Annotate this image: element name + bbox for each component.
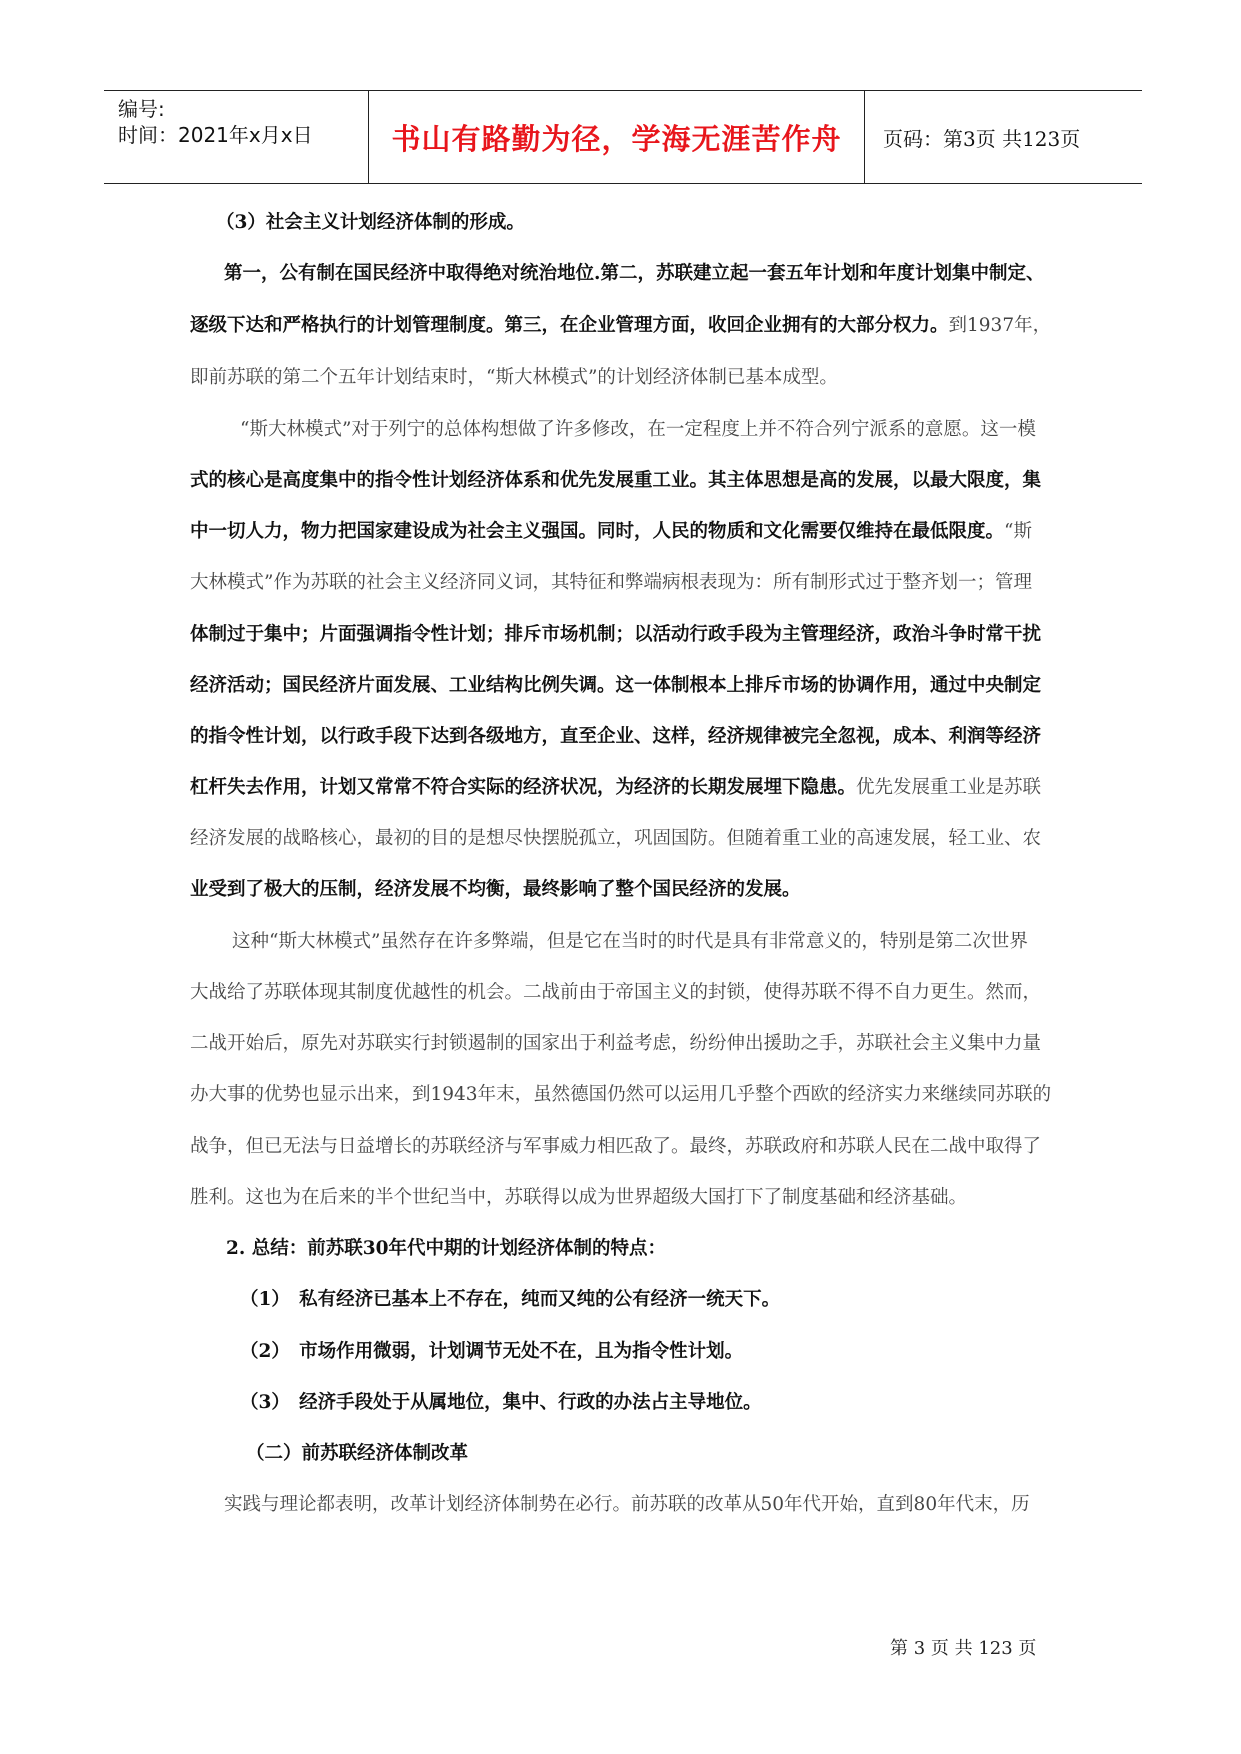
bold-text: 经济活动；国民经济片面发展、工业结构比例失调。这一体制根本上排斥市场的协调作用，通过中央制定	[190, 675, 1042, 696]
header-meta-cell	[104, 91, 369, 183]
document-header	[104, 90, 1142, 184]
paragraph-line	[190, 724, 1041, 750]
paragraph-line	[190, 877, 801, 903]
paragraph-line	[190, 365, 838, 391]
paragraph-line	[190, 980, 1041, 1006]
bold-text: 逐级下达和严格执行的计划管理制度。第三，在企业管理方面，收回企业拥有的大部分权力。	[190, 315, 949, 336]
regular-text: 胜利。这也为在后来的半个世纪当中，苏联得以成为世界超级大国打下了制度基础和经济基础。	[190, 1187, 968, 1208]
regular-text: 经济发展的战略核心，最初的目的是想尽快摆脱孤立，巩固国防。但随着重工业的高速发展，轻工业、农	[190, 828, 1042, 849]
motto-text: 书山有路勤为径，学海无涯苦作舟	[391, 121, 842, 156]
paragraph-line	[190, 468, 1041, 494]
paragraph-line	[190, 673, 1041, 699]
regular-text: “斯	[1004, 521, 1032, 542]
bold-text: （3）社会主义计划经济体制的形成。	[216, 212, 525, 233]
paragraph-line	[190, 519, 1032, 545]
header-page-cell	[865, 91, 1142, 183]
paragraph-line	[190, 826, 1041, 852]
paragraph-line	[224, 261, 1044, 287]
regular-text: 大战给了苏联体现其制度优越性的机会。二战前由于帝国主义的封锁，使得苏联不得不自力更生。然而，	[190, 982, 1042, 1003]
bold-text: （3） 经济手段处于从属地位，集中、行政的办法占主导地位。	[240, 1392, 762, 1413]
regular-text: 实践与理论都表明，改革计划经济体制势在必行。前苏联的改革从50年代开始，直到80年代末，历	[224, 1494, 1030, 1515]
regular-text: 大林模式”作为苏联的社会主义经济同义词，其特征和弊端病根表现为：所有制形式过于整齐划一；管理	[190, 572, 1032, 593]
bold-text: （1） 私有经济已基本上不存在，纯而又纯的公有经济一统天下。	[240, 1289, 781, 1310]
regular-text: 即前苏联的第二个五年计划结束时，“斯大林模式”的计划经济体制已基本成型。	[190, 367, 838, 388]
paragraph-line	[226, 1236, 666, 1262]
regular-text: 二战开始后，原先对苏联实行封锁遏制的国家出于利益考虑，纷纷伸出援助之手，苏联社会主义集中力量	[190, 1033, 1042, 1054]
paragraph-line	[246, 1441, 468, 1467]
paragraph-line	[240, 1287, 780, 1313]
bold-text: 杠杆失去作用，计划又常常不符合实际的经济状况，为经济的长期发展埋下隐患。	[190, 777, 857, 798]
header-motto-cell	[369, 91, 865, 183]
bold-text: （2） 市场作用微弱，计划调节无处不在，且为指令性计划。	[240, 1341, 744, 1362]
regular-text: 到1937年，	[948, 315, 1052, 336]
bold-text: 业受到了极大的压制，经济发展不均衡，最终影响了整个国民经济的发展。	[190, 879, 801, 900]
paragraph-line	[190, 1031, 1041, 1057]
number-label: 编号:	[118, 97, 165, 121]
paragraph-line	[240, 1390, 762, 1416]
time-label: 时间：2021年x月x日	[118, 123, 313, 147]
regular-text: 战争，但已无法与日益增长的苏联经济与军事威力相匹敌了。最终，苏联政府和苏联人民在二战中取得了	[190, 1136, 1042, 1157]
page-info: 页码：第3页 共123页	[883, 126, 1081, 151]
bold-text: 体制过于集中；片面强调指令性计划；排斥市场机制；以活动行政手段为主管理经济，政治斗争时常干扰	[190, 624, 1042, 645]
bold-text: 第一，公有制在国民经济中取得绝对统治地位.第二，苏联建立起一套五年计划和年度计划集中制定、	[224, 263, 1045, 284]
paragraph-line	[190, 1134, 1041, 1160]
paragraph-line	[240, 1339, 743, 1365]
bold-text: 的指令性计划，以行政手段下达到各级地方，直至企业、这样，经济规律被完全忽视，成本、利润等经济	[190, 726, 1042, 747]
paragraph-line	[190, 313, 1051, 339]
paragraph-line	[232, 929, 1028, 955]
bold-text: 式的核心是高度集中的指令性计划经济体系和优先发展重工业。其主体思想是高的发展，以最大限度，集	[190, 470, 1042, 491]
paragraph-line	[190, 1185, 967, 1211]
regular-text: “斯大林模式”对于列宁的总体构想做了许多修改，在一定程度上并不符合列宁派系的意愿。这一模	[240, 419, 1036, 440]
paragraph-line	[190, 1082, 1051, 1108]
bold-text: （二）前苏联经济体制改革	[246, 1443, 469, 1464]
regular-text: 这种“斯大林模式”虽然存在许多弊端，但是它在当时的时代是具有非常意义的，特别是第二次世界	[232, 931, 1028, 952]
bold-text: 中一切人力，物力把国家建设成为社会主义强国。同时，人民的物质和文化需要仅维持在最低限度。	[190, 521, 1005, 542]
bold-text: 2. 总结：前苏联30年代中期的计划经济体制的特点：	[226, 1238, 667, 1259]
paragraph-line	[216, 210, 525, 236]
paragraph-line	[224, 1492, 1030, 1518]
regular-text: 优先发展重工业是苏联	[856, 777, 1042, 798]
paragraph-line	[240, 417, 1036, 443]
paragraph-line	[190, 775, 1041, 801]
paragraph-line	[190, 570, 1032, 596]
page-footer: 第 3 页 共 123 页	[890, 1638, 1037, 1659]
paragraph-line	[190, 622, 1041, 648]
regular-text: 办大事的优势也显示出来，到1943年末，虽然德国仍然可以运用几乎整个西欧的经济实力来继续同苏联的	[190, 1084, 1052, 1105]
